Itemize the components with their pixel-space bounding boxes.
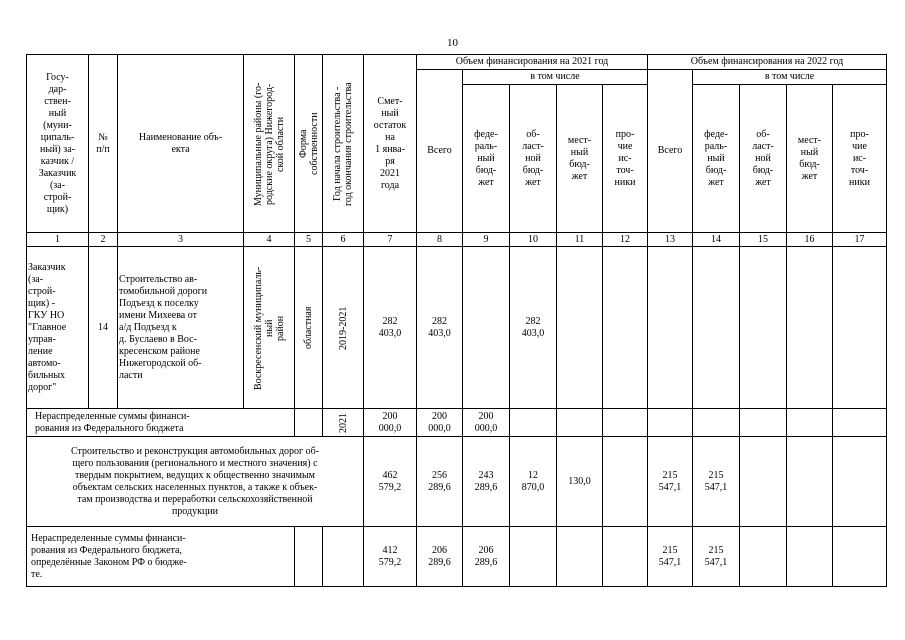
header-fin-2022: Объем финансирования на 2022 год bbox=[648, 55, 887, 70]
row-other-2021 bbox=[603, 437, 648, 527]
row-total-2021: 200 000,0 bbox=[417, 409, 463, 437]
row-district: Воскресенский муниципаль- ный район bbox=[252, 265, 286, 390]
row-total-2022 bbox=[648, 409, 693, 437]
header-balance: Смет- ный остаток на 1 янва- ря 2021 года bbox=[364, 55, 417, 233]
row-regional-2021: 282 403,0 bbox=[510, 247, 557, 409]
header-other-2022: про- чие ис- точ- ники bbox=[833, 85, 887, 233]
col-number: 7 bbox=[364, 233, 417, 247]
row-federal-2022: 215 547,1 bbox=[693, 437, 740, 527]
table-row-road-construction bbox=[27, 437, 887, 527]
row-number: 14 bbox=[89, 247, 118, 409]
col-number: 17 bbox=[833, 233, 887, 247]
row-total-2022 bbox=[648, 247, 693, 409]
row-years-cell bbox=[323, 247, 364, 409]
row-local-2022 bbox=[787, 247, 833, 409]
header-customer: Госу- дар- ствен- ный (муни- ципаль- ный) за- казчик / Заказчик (за- строй- щик) bbox=[27, 55, 89, 233]
row-local-2021: 130,0 bbox=[557, 437, 603, 527]
row-total-2022: 215 547,1 bbox=[648, 437, 693, 527]
header-local-2022: мест- ный бюд- жет bbox=[787, 85, 833, 233]
col-number: 2 bbox=[89, 233, 118, 247]
col-number: 3 bbox=[118, 233, 244, 247]
row-years-cell bbox=[323, 409, 364, 437]
header-local-2021: мест- ный бюд- жет bbox=[557, 85, 603, 233]
row-balance: 200 000,0 bbox=[364, 409, 417, 437]
row-local-2022 bbox=[787, 527, 833, 587]
row-federal-2021: 243 289,6 bbox=[463, 437, 510, 527]
row-regional-2022 bbox=[740, 409, 787, 437]
header-number: № п/п bbox=[89, 55, 118, 233]
row-local-2021 bbox=[557, 409, 603, 437]
row-customer: Заказчик (за- строй- щик) - ГКУ НО "Главное управ- ление автомо- бильных дорог" bbox=[27, 247, 89, 409]
row-federal-2021: 206 289,6 bbox=[463, 527, 510, 587]
row-other-2021 bbox=[603, 527, 648, 587]
col-number: 4 bbox=[244, 233, 295, 247]
row-other-2022 bbox=[833, 247, 887, 409]
header-other-2021: про- чие ис- точ- ники bbox=[603, 85, 648, 233]
row-local-2021 bbox=[557, 247, 603, 409]
row-ownership bbox=[295, 409, 323, 437]
row-total-2022: 215 547,1 bbox=[648, 527, 693, 587]
row-regional-2022 bbox=[740, 437, 787, 527]
row-balance: 282 403,0 bbox=[364, 247, 417, 409]
col-number: 9 bbox=[463, 233, 510, 247]
header-total-2022: Всего bbox=[648, 70, 693, 233]
col-number: 13 bbox=[648, 233, 693, 247]
header-federal-2021: федe- раль- ный бюд- жет bbox=[463, 85, 510, 233]
row-other-2021 bbox=[603, 409, 648, 437]
col-number: 11 bbox=[557, 233, 603, 247]
col-number: 5 bbox=[295, 233, 323, 247]
row-other-2022 bbox=[833, 527, 887, 587]
row-other-2022 bbox=[833, 409, 887, 437]
row-label: Нераспределенные суммы финанси- рования из Федерального бюджета, определённые Законом РФ о бюдже- те. bbox=[27, 527, 295, 587]
column-numbers-row bbox=[27, 233, 887, 247]
col-number: 8 bbox=[417, 233, 463, 247]
table-row-object-14 bbox=[27, 247, 887, 409]
header-object-name: Наименование объ- екта bbox=[118, 55, 244, 233]
row-federal-2022: 215 547,1 bbox=[693, 527, 740, 587]
table-row-undistributed-federal bbox=[27, 409, 887, 437]
row-total-2021: 206 289,6 bbox=[417, 527, 463, 587]
row-other-2021 bbox=[603, 247, 648, 409]
col-number: 1 bbox=[27, 233, 89, 247]
header-years: Год начала строительства - год окончания строительства bbox=[332, 81, 354, 206]
header-regional-2021: об- ласт- ной бюд- жет bbox=[510, 85, 557, 233]
row-local-2021 bbox=[557, 527, 603, 587]
row-object-name: Строительство ав- томобильной дороги Подъезд к поселку имени Михеева от а/д Подъезд к д. Буслаево в Вос- кресенском районе Нижегородской об- ласти bbox=[118, 247, 244, 409]
col-number: 16 bbox=[787, 233, 833, 247]
col-number: 15 bbox=[740, 233, 787, 247]
header-districts-cell bbox=[244, 55, 295, 233]
row-label: Нераспределенные суммы финанси- рования из Федерального бюджета bbox=[27, 409, 295, 437]
row-total-2021: 256 289,6 bbox=[417, 437, 463, 527]
header-incl-2022: в том числе bbox=[693, 70, 887, 85]
row-years: 2021 bbox=[337, 412, 349, 433]
row-federal-2022 bbox=[693, 409, 740, 437]
row-federal-2022 bbox=[693, 247, 740, 409]
header-ownership-cell bbox=[295, 55, 323, 233]
row-label: Строительство и реконструкция автомобильных дорог об- щего пользования (регионального и местного значения) с твердым покрытием, ведущих к общественно значимым объектам сельских населенных пунктов, а также к объек- там производства и переработки сельскохозяйственной продукции bbox=[27, 437, 364, 527]
row-regional-2022 bbox=[740, 247, 787, 409]
col-number: 10 bbox=[510, 233, 557, 247]
row-district-cell bbox=[244, 247, 295, 409]
row-years bbox=[323, 527, 364, 587]
row-regional-2021: 12 870,0 bbox=[510, 437, 557, 527]
row-balance: 462 579,2 bbox=[364, 437, 417, 527]
header-districts: Муниципальные районы (го- родские округа) Нижегород- ской области bbox=[252, 81, 286, 206]
page-number: 10 bbox=[447, 37, 458, 49]
header-regional-2022: об- ласт- ной бюд- жет bbox=[740, 85, 787, 233]
row-years: 2019-2021 bbox=[337, 305, 349, 350]
row-local-2022 bbox=[787, 437, 833, 527]
table-row-undistributed-law bbox=[27, 527, 887, 587]
row-local-2022 bbox=[787, 409, 833, 437]
row-regional-2021 bbox=[510, 527, 557, 587]
row-regional-2021 bbox=[510, 409, 557, 437]
col-number: 6 bbox=[323, 233, 364, 247]
row-balance: 412 579,2 bbox=[364, 527, 417, 587]
row-total-2021: 282 403,0 bbox=[417, 247, 463, 409]
row-ownership-cell bbox=[295, 247, 323, 409]
row-federal-2021 bbox=[463, 247, 510, 409]
financing-table bbox=[26, 54, 887, 587]
row-federal-2021: 200 000,0 bbox=[463, 409, 510, 437]
header-incl-2021: в том числе bbox=[463, 70, 648, 85]
row-ownership bbox=[295, 527, 323, 587]
row-regional-2022 bbox=[740, 527, 787, 587]
header-federal-2022: федe- раль- ный бюд- жет bbox=[693, 85, 740, 233]
header-fin-2021: Объем финансирования на 2021 год bbox=[417, 55, 648, 70]
header-years-cell bbox=[323, 55, 364, 233]
row-ownership: областная bbox=[303, 306, 314, 349]
row-other-2022 bbox=[833, 437, 887, 527]
col-number: 14 bbox=[693, 233, 740, 247]
header-total-2021: Всего bbox=[417, 70, 463, 233]
col-number: 12 bbox=[603, 233, 648, 247]
header-ownership: Форма собственности bbox=[297, 112, 320, 175]
